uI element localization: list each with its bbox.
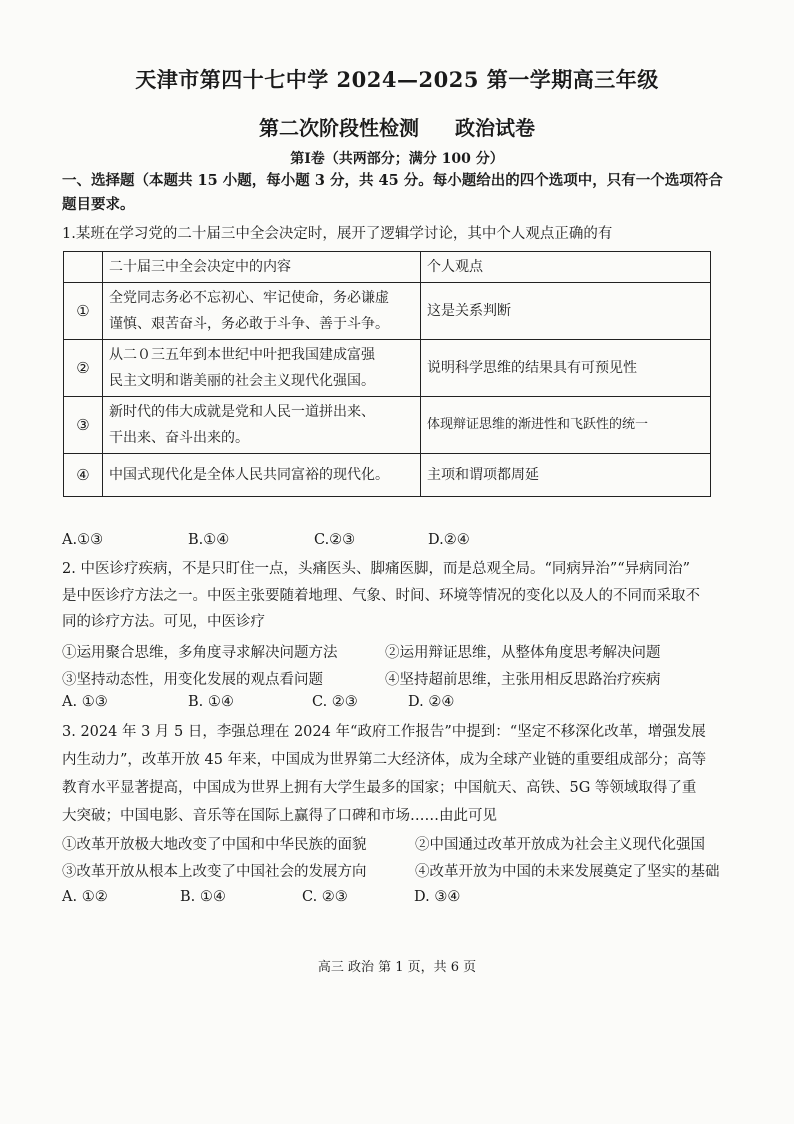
q2-choice-2: ②运用辩证思维，从整体角度思考解决问题 (385, 645, 661, 661)
q3-option-c[interactable]: C. ②③ (302, 889, 348, 905)
table-row (64, 454, 711, 497)
row-content-line: 谨慎、艰苦奋斗，务必敢于斗争、善于斗争。 (109, 316, 389, 332)
row-content (103, 397, 421, 454)
table-row (64, 283, 711, 340)
q2-stem-line2: 是中医诊疗方法之一。中医主张要随着地理、气象、时间、环境等情况的变化以及人的不同而采取不 (62, 588, 700, 604)
q1-option-d[interactable]: D.②④ (428, 532, 470, 548)
q2-option-b[interactable]: B. ①④ (188, 694, 234, 710)
row-content (103, 454, 421, 497)
q1-option-a[interactable]: A.①③ (62, 532, 104, 548)
row-view: 主项和谓项都周延 (421, 454, 711, 497)
row-view: 体现辩证思维的渐进性和飞跃性的统一 (421, 397, 711, 454)
exam-subject-label: 政治试卷 (455, 116, 535, 140)
row-content-line: 民主文明和谐美丽的社会主义现代化强国。 (109, 373, 375, 389)
row-view: 这是关系判断 (421, 283, 711, 340)
table-row (64, 340, 711, 397)
row-content (103, 340, 421, 397)
q3-choice-4: ④改革开放为中国的未来发展奠定了坚实的基础 (415, 864, 720, 880)
row-content-line: 新时代的伟大成就是党和人民一道拼出来、 (109, 404, 375, 420)
q1-table (63, 251, 711, 497)
table-header-content: 二十届三中全会决定中的内容 (103, 252, 421, 283)
row-number: ④ (64, 454, 103, 497)
instructions-line1: 一、选择题（本题共 15 小题，每小题 3 分，共 45 分。每小题给出的四个选项中，只有一个选项符合 (62, 172, 723, 189)
q3-option-b[interactable]: B. ①④ (180, 889, 226, 905)
row-content-line: 干出来、奋斗出来的。 (109, 430, 249, 446)
q2-option-d[interactable]: D. ②④ (408, 694, 455, 710)
q2-stem-line3: 同的诊疗方法。可见，中医诊疗 (62, 614, 265, 630)
row-number: ① (64, 283, 103, 340)
q3-stem-line1: 3. 2024 年 3 月 5 日，李强总理在 2024 年“政府工作报告”中提到：“坚定不移深化改革，增强发展 (62, 724, 706, 740)
table-row (64, 397, 711, 454)
table-header-row (64, 252, 711, 283)
q2-option-a[interactable]: A. ①③ (62, 694, 108, 710)
q3-choice-2: ②中国通过改革开放成为社会主义现代化强国 (415, 837, 705, 853)
instructions-line2: 题目要求。 (62, 196, 135, 213)
q2-option-c[interactable]: C. ②③ (312, 694, 358, 710)
q1-option-c[interactable]: C.②③ (314, 532, 356, 548)
q3-stem-line4: 大突破；中国电影、音乐等在国际上赢得了口碑和市场……由此可见 (62, 808, 497, 824)
row-view: 说明科学思维的结果具有可预见性 (421, 340, 711, 397)
q1-stem: 1.某班在学习党的二十届三中全会决定时，展开了逻辑学讨论，其中个人观点正确的有 (62, 226, 613, 242)
table-header-blank (64, 252, 103, 283)
table-header-view: 个人观点 (421, 252, 711, 283)
q2-stem-line1: 2. 中医诊疗疾病，不是只盯住一点，头痛医头、脚痛医脚，而是总观全局。“同病异治”“异病同治” (62, 561, 691, 577)
row-content-line: 全党同志务必不忘初心、牢记使命，务必谦虚 (109, 290, 389, 306)
row-content-line: 从二０三五年到本世纪中叶把我国建成富强 (109, 347, 375, 363)
q3-option-a[interactable]: A. ①② (62, 889, 108, 905)
row-content-line: 中国式现代化是全体人民共同富裕的现代化。 (109, 467, 389, 483)
q2-choice-3: ③坚持动态性，用变化发展的观点看问题 (62, 672, 323, 688)
exam-title-line1: 天津市第四十七中学 2024—2025 第一学期高三年级 (135, 67, 659, 92)
row-number: ② (64, 340, 103, 397)
q3-choice-1: ①改革开放极大地改变了中国和中华民族的面貌 (62, 837, 367, 853)
q2-choice-4: ④坚持超前思维，主张用相反思路治疗疾病 (385, 672, 661, 688)
q3-stem-line3: 教育水平显著提高，中国成为世界上拥有大学生最多的国家；中国航天、高铁、5G 等领域取得了重 (62, 780, 697, 796)
q3-option-d[interactable]: D. ③④ (414, 889, 461, 905)
exam-title-line2 (0, 112, 794, 141)
exam-stage-label: 第二次阶段性检测 (259, 116, 419, 140)
q3-stem-line2: 内生动力”，改革开放 45 年来，中国成为世界第二大经济体，成为全球产业链的重要组成部分；高等 (62, 752, 707, 768)
page-footer: 高三 政治 第 1 页，共 6 页 (317, 960, 477, 975)
row-content (103, 283, 421, 340)
row-number: ③ (64, 397, 103, 454)
q2-choice-1: ①运用聚合思维，多角度寻求解决问题方法 (62, 645, 338, 661)
section-note: 第Ⅰ卷（共两部分；满分 100 分） (290, 151, 504, 167)
q3-choice-3: ③改革开放从根本上改变了中国社会的发展方向 (62, 864, 367, 880)
q1-option-b[interactable]: B.①④ (188, 532, 230, 548)
